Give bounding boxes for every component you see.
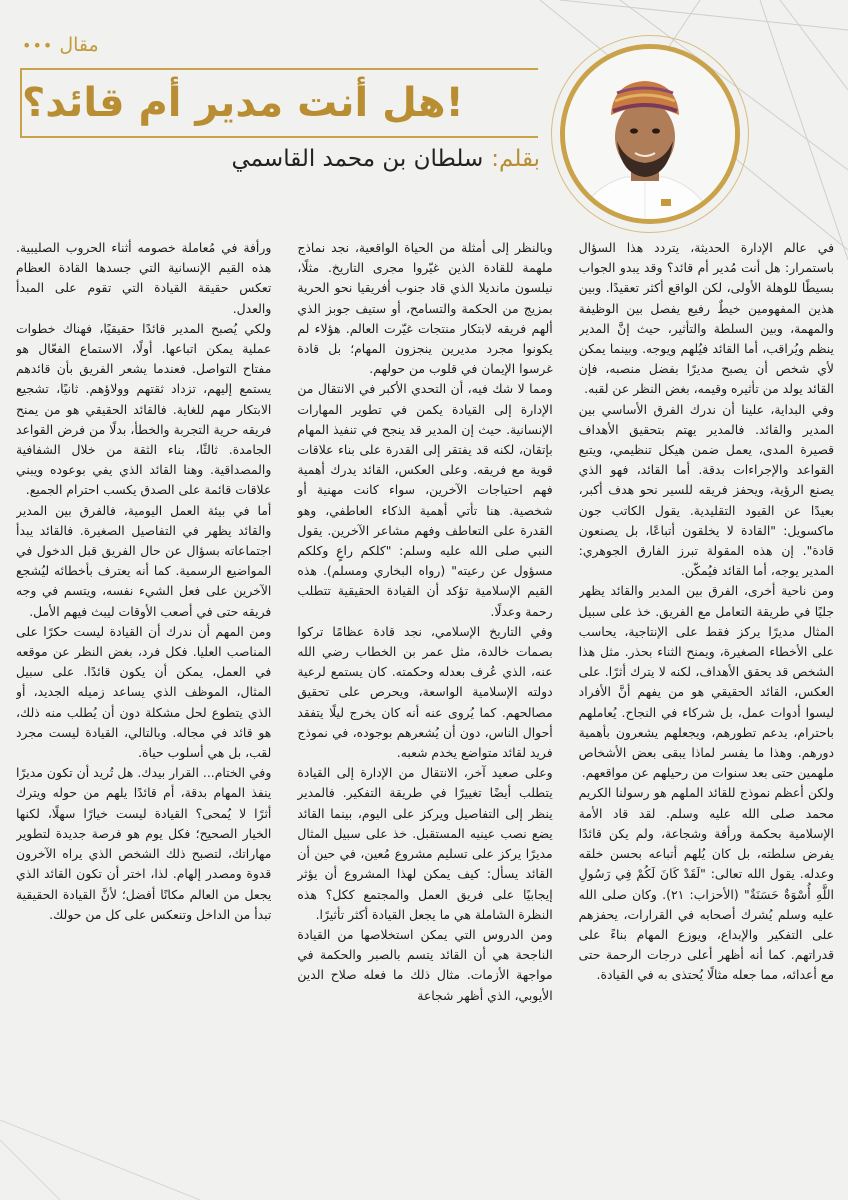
- byline-label: بقلم:: [491, 146, 540, 172]
- author-portrait: [560, 44, 740, 224]
- paragraph: ومما لا شك فيه، أن التحدي الأكبر في الانتقال من الإدارة إلى القيادة يكمن في تطوير المهارات الإنسانية. حيث إن المدير قد ينجح في تنفيذ المهام بإتقان، لكنه قد يفتقر إلى القدرة على بناء علاقات قوية مع فريقه. وعلى العكس، القائد يدرك أهمية فهم احتياجات الآخرين، سواء كانت مهنية أو شخصية. هنا تأتي أهمية الذكاء العاطفي، وهو القدرة على التعاطف وفهم مشاعر الآخرين. يقول النبي صلى الله عليه وسلم: "كلكم راعٍ وكلكم مسؤول عن رعيته" (رواه البخاري ومسلم). هذه القيم الإسلامية تؤكد أن القيادة الحقيقية تتطلب رحمة وعدلًا.: [297, 381, 553, 619]
- section-dots: •••: [22, 35, 54, 55]
- section-label: [22, 34, 99, 56]
- paragraph: ومن الدروس التي يمكن استخلاصها من القيادة الناجحة هي أن القائد يتسم بالصبر والحكمة في مواجهة الأزمات. مثال ذلك ما فعله صلاح الدين الأيوبي، الذي أظهر شجاعة: [297, 926, 553, 1003]
- paragraph: وفي البداية، علينا أن ندرك الفرق الأساسي بين المدير والقائد. فالمدير يهتم بتحقيق الأهداف قصيرة المدى، يعمل ضمن هيكل تنظيمي، ويتبع القواعد والإجراءات بدقة. أما القائد، فهو الذي يصنع الرؤية، ويحفز فريقه للسير نحو هدف أكبر، بعيدًا عن القيود التقليدية. يقول الكاتب جون ماكسويل: "القادة لا يخلقون أتباعًا، بل يصنعون قادة". إن هذه المقولة تبرز الفارق الجوهري: المدير يوجه، أما القائد فيُمكّن.: [578, 401, 834, 579]
- section-label-text: مقال: [59, 34, 99, 56]
- author-photo-icon: [560, 49, 735, 224]
- paragraph: ومن ناحية أخرى، الفرق بين المدير والقائد يظهر جليًا في طريقة التعامل مع الفريق. خذ على سبيل المثال مديرًا يركز فقط على الإنتاجية، يحاسب على الأخطاء الصغيرة، ويمنح الثناء بحذر. مثل هذا الشخص قد يحقق الأهداف، لكنه لا يترك أثرًا. على العكس، القائد الحقيقي هو من يفهم أنَّ الأفراد ليسوا أدوات عمل، بل شركاء في النجاح. يُعاملهم باحترام، يدعم تطورهم، ويجعلهم يشعرون بأهمية دورهم. وهذا ما يفسر لماذا يبقى بعض الأشخاص ملهمين حتى بعد سنوات من رحيلهم عن مواقعهم.: [578, 583, 834, 781]
- paragraph: ورأفة في مُعاملة خصومه أثناء الحروب الصليبية. هذه القيم الإنسانية التي جسدها القادة العظام تعكس حقيقة القيادة التي تقوم على المبدأ والعدل.: [16, 240, 272, 316]
- article-column-right: [579, 238, 834, 1186]
- paragraph: وفي التاريخ الإسلامي، نجد قادة عظامًا تركوا بصمات خالدة، مثل عمر بن الخطاب رضي الله عنه، الذي عُرف بعدله وحكمته. كان يستمع لرعية دولته الإسلامية الواسعة، ويحرص على تحقيق مصالحهم. كما يُروى عنه أنه كان يخرج ليلًا يتفقد أحوال الناس، دون أن يُشعرهم بوجوده، في نموذج فريد لقائد متواضع يخدم شعبه.: [297, 623, 553, 761]
- article-column-left: [16, 238, 271, 1186]
- paragraph: أما في بيئة العمل اليومية، فالفرق بين المدير والقائد يظهر في التفاصيل الصغيرة. فالقائد يبدأ اجتماعاته بسؤال عن حال الفريق قبل الدخول في المواضيع الرسمية. كما أنه يعترف بأخطائه ليُشجع الآخرين على فعل الشيء نفسه، ويتسم في وجه فريقه حتى في أصعب الأوقات ليبث فيهم الأمل.: [16, 502, 272, 619]
- paragraph: ولكي يُصبح المدير قائدًا حقيقيًا، فهناك خطوات عملية يمكن اتباعها. أولًا، الاستماع الفعّال هو مفتاح التواصل. فعندما يشعر الفريق بأن قائدهم يستمع إليهم، تزداد ثقتهم وولاؤهم. ثانيًا، تشجيع الابتكار مهم للغاية. فالقائد الحقيقي هو من يمنح فريقه حرية التجربة والخطأ، بدلًا من فرض القواعد الجامدة. ثالثًا، بناء الثقة من خلال الشفافية والمصداقية. وهنا القائد الذي يفي بوعوده ويبني علاقات قائمة على الصدق يكسب احترام الجميع.: [16, 320, 272, 498]
- author-name: سلطان بن محمد القاسمي: [231, 146, 484, 172]
- paragraph: وبالنظر إلى أمثلة من الحياة الواقعية، نجد نماذج ملهمة للقادة الذين غيّروا مجرى التاريخ. مثلًا، نيلسون مانديلا الذي قاد جنوب أفريقيا نحو الحرية بمزيج من الحكمة والتسامح، أو ستيف جوبز الذي ألهم فريقه لابتكار منتجات غيّرت العالم. هؤلاء لم يكونوا مجرد مديرين ينجزون المهام؛ بل قادة غرسوا الإيمان في قلوب من حولهم.: [297, 240, 553, 377]
- paragraph: ولكن أعظم نموذج للقائد الملهم هو رسولنا الكريم محمد صلى الله عليه وسلم. لقد قاد الأمة الإسلامية بحكمة ورأفة وشجاعة، ولم يكن قائدًا يفرض سلطته، بل كان يُلهم أتباعه بحسن خلقه وعدله. يقول الله تعالى: "لَقَدْ كَانَ لَكُمْ فِي رَسُولِ اللَّهِ أُسْوَةٌ حَسَنَةٌ" (الأحزاب: ٢١). وكان صلى الله عليه وسلم يُشرك أصحابه في القرارات، يحفزهم على التفكير والإبداع، ويوزع المهام بناءً على قدراتهم. كما أنه أظهر أعلى درجات الرحمة حتى مع أعدائه، مما جعله مثالًا يُحتذى به في القيادة.: [578, 785, 834, 983]
- paragraph: في عالم الإدارة الحديثة، يتردد هذا السؤال باستمرار: هل أنت مُدير أم قائد؟ وقد يبدو الجواب بسيطًا للوهلة الأولى، لكن الواقع أكثر تعقيدًا. وبين هذين المفهومين خيطٌ رفيع يفصل بين الوظيفة والمهمة، وبين السلطة والتأثير، حيث إنَّ المدير ينظم ويُراقب، أما القائد فيُلهم ويوجه. وبينما يمكن لأي شخص أن يصبح مديرًا بفضل منصبه، فإن القائد يولد من تأثيره وقيمه، بغض النظر عن لقبه.: [578, 240, 834, 397]
- paragraph: ومن المهم أن ندرك أن القيادة ليست حكرًا على المناصب العليا. فكل فرد، بغض النظر عن موقعه في العمل، يمكن أن يكون قائدًا. على سبيل المثال، الموظف الذي يساعد زميله الجديد، أو الذي يتطوع لحل مشكلة دون أن يُطلب منه ذلك، هو قائد في مجاله. وبالتالي، القيادة ليست مجرد لقب، بل هي أسلوب حياة.: [16, 623, 272, 761]
- title-frame: [20, 68, 538, 138]
- paragraph: وفي الختام... القرار بيدك. هل تُريد أن تكون مديرًا ينفذ المهام بدقة، أم قائدًا يلهم من حوله ويترك أثرًا لا يُمحى؟ القيادة ليست خيارًا سهلًا، لكنها الخيار الصحيح؛ فكل يوم هو فرصة جديدة لتطوير مهاراتك، لتصبح ذلك الشخص الذي يراه الآخرون قدوة ومصدر إلهام. لذا، اختر أن تكون القائد الذي يجعل من العالم مكانًا أفضل؛ لأنَّ القيادة الحقيقية تبدأ من الداخل وتنعكس على كل من حولك.: [16, 765, 272, 922]
- article-title: !هل أنت مدير أم قائد؟: [22, 80, 464, 126]
- paragraph: وعلى صعيد آخر، الانتقال من الإدارة إلى القيادة يتطلب أيضًا تغييرًا في طريقة التفكير. فالمدير ينظر إلى التفاصيل ويركز على اليوم، بينما القائد يضع نصب عينيه المستقبل. خذ على سبيل المثال مديرًا يركز على تسليم مشروع مُعين، في حين أن القائد يسأل: كيف يمكن لهذا المشروع أن يؤثر إيجابيًا على فريق العمل والمجتمع ككل؟ هذه النظرة الشاملة هي ما يجعل القيادة أكثر تأثيرًا.: [297, 765, 553, 922]
- byline: [231, 146, 540, 172]
- article-body: [16, 238, 834, 1186]
- article-column-middle: [297, 238, 552, 1186]
